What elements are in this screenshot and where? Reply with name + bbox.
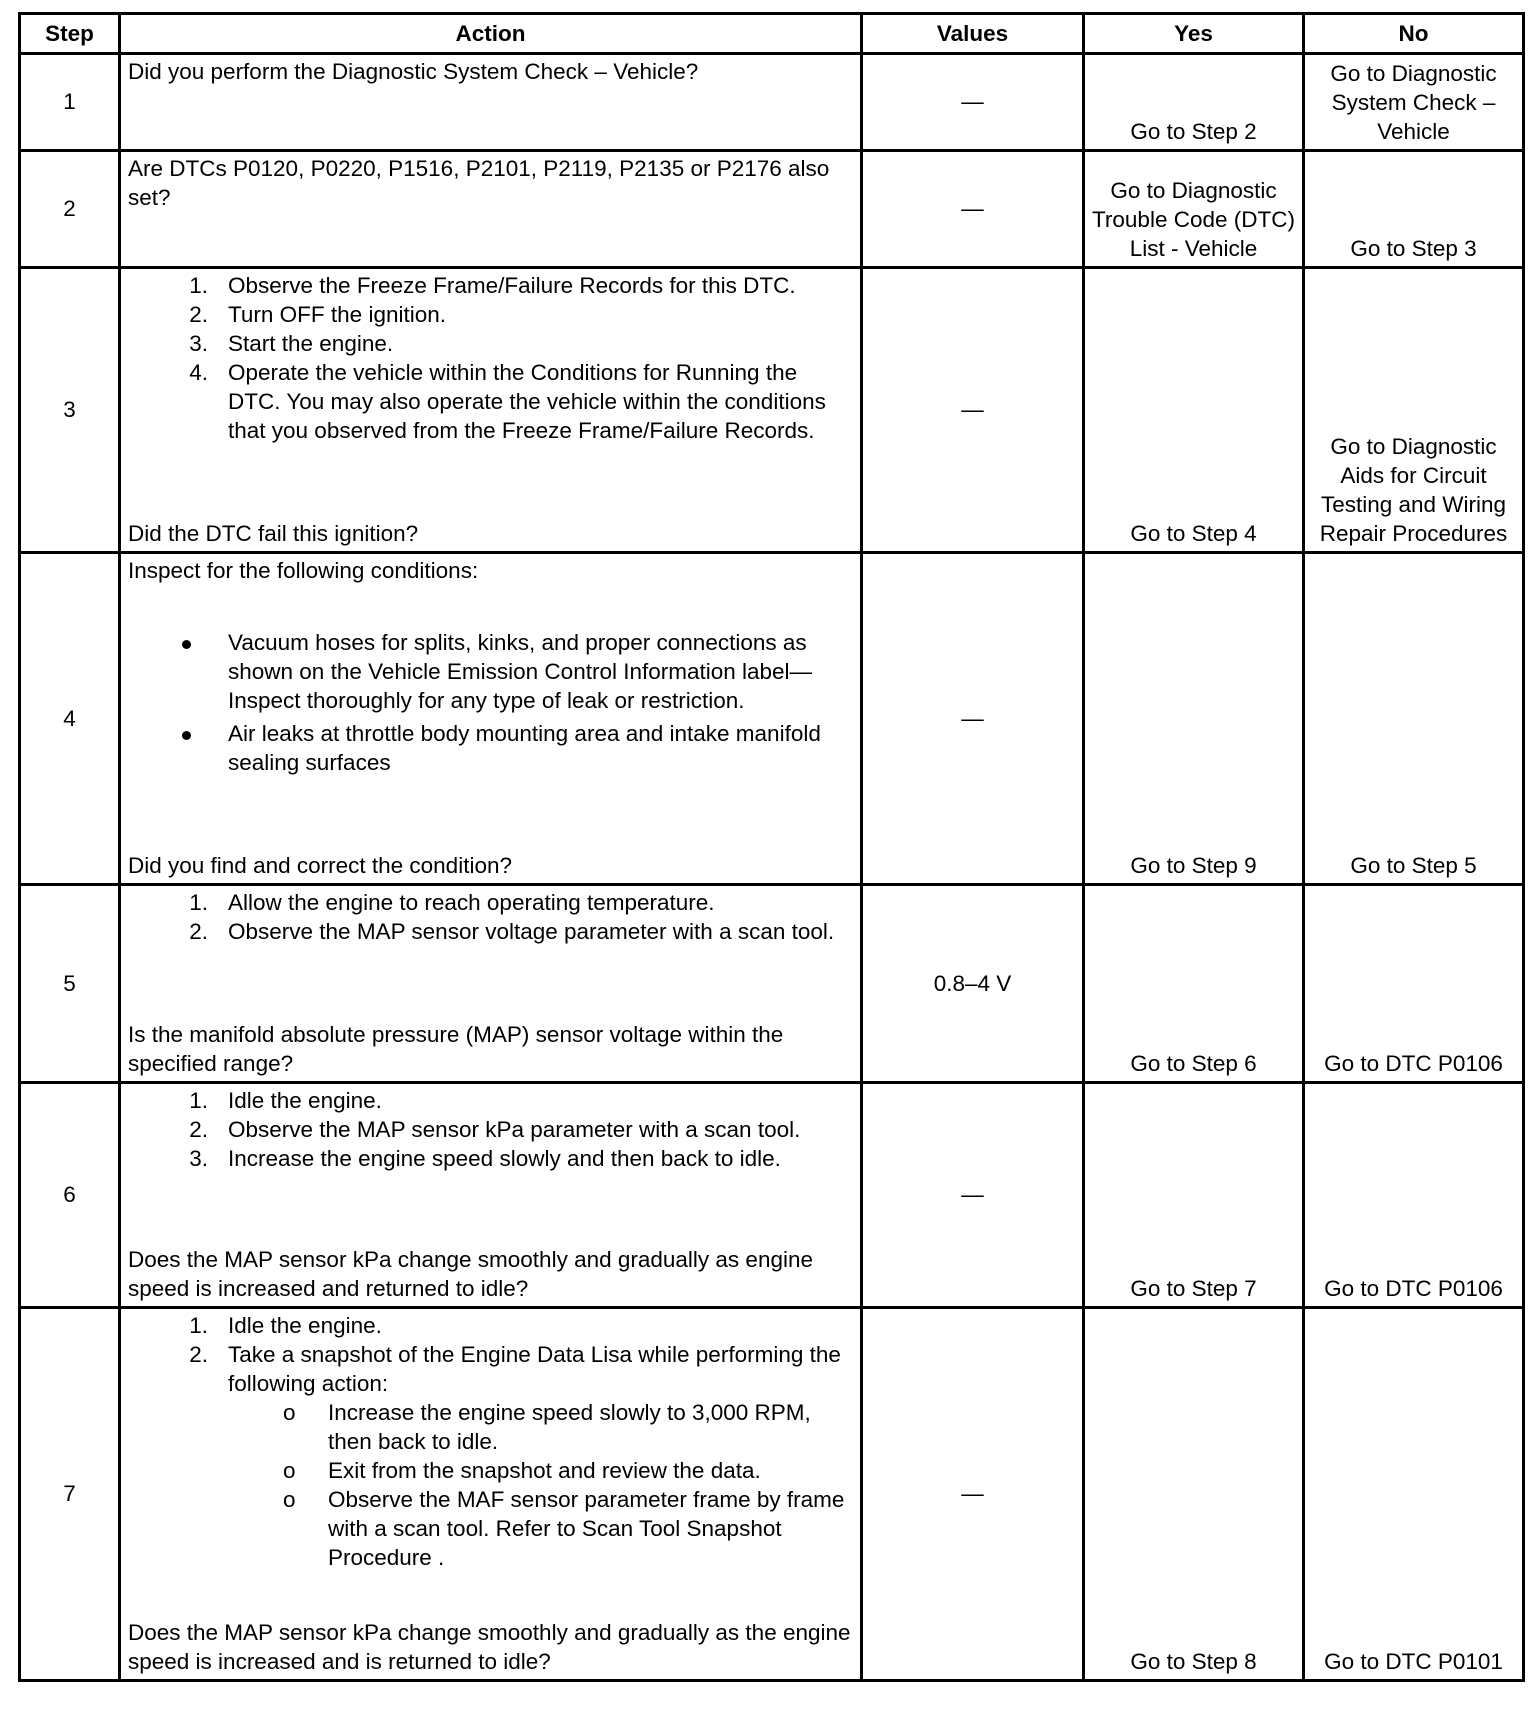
header-step: Step: [20, 14, 120, 54]
table-row: [20, 885, 1524, 1083]
list-item: 4. Operate the vehicle within the Conditions for Running the DTC. You may also operate the vehicle within the conditions that you observed from the Freeze Frame/Failure Records.: [189, 360, 826, 443]
no-cell: Go to DTC P0106: [1304, 885, 1524, 1083]
list-item: 1. Idle the engine.: [189, 1313, 382, 1338]
no-cell: Go to DTC P0106: [1304, 1083, 1524, 1308]
list-item: Vacuum hoses for splits, kinks, and proper connections as shown on the Vehicle Emission Control Information label—Inspect thoroughly for any type of leak or restriction.: [128, 628, 853, 715]
action-question: Does the MAP sensor kPa change smoothly and gradually as engine speed is increased and returned to idle?: [128, 1247, 813, 1301]
no-cell: Go to Step 3: [1304, 151, 1524, 268]
table-row: [20, 268, 1524, 553]
yes-cell: Go to Step 7: [1084, 1083, 1304, 1308]
numbered-list: [128, 1311, 853, 1398]
step-number: 7: [20, 1308, 120, 1681]
list-item: Air leaks at throttle body mounting area and intake manifold sealing surfaces: [128, 719, 853, 777]
list-item: 3. Increase the engine speed slowly and then back to idle.: [189, 1146, 781, 1171]
list-item: 3. Start the engine.: [189, 331, 394, 356]
action-cell: [120, 151, 862, 268]
header-action: Action: [120, 14, 862, 54]
yes-cell: Go to Step 6: [1084, 885, 1304, 1083]
action-question: Did the DTC fail this ignition?: [128, 521, 419, 546]
value-cell: —: [862, 54, 1084, 151]
diagnostic-table: [18, 12, 1525, 1682]
header-yes: Yes: [1084, 14, 1304, 54]
header-row: [20, 14, 1524, 54]
action-text: Are DTCs P0120, P0220, P1516, P2101, P2119, P2135 or P2176 also set?: [128, 156, 830, 210]
value-cell: —: [862, 1308, 1084, 1681]
action-question: Is the manifold absolute pressure (MAP) sensor voltage within the specified range?: [128, 1022, 784, 1076]
numbered-list: [128, 1086, 853, 1173]
list-item: 1. Idle the engine.: [189, 1088, 382, 1113]
no-cell: Go to Diagnostic Aids for Circuit Testing and Wiring Repair Procedures: [1304, 268, 1524, 553]
yes-cell: Go to Step 9: [1084, 553, 1304, 885]
list-item: 2. Observe the MAP sensor voltage parameter with a scan tool.: [189, 919, 835, 944]
action-cell: [120, 268, 862, 553]
bullet-list: [128, 628, 853, 781]
table-row: [20, 1083, 1524, 1308]
step-number: 5: [20, 885, 120, 1083]
numbered-list: [128, 888, 853, 946]
yes-cell: Go to Step 4: [1084, 268, 1304, 553]
step-number: 2: [20, 151, 120, 268]
no-cell: Go to Step 5: [1304, 553, 1524, 885]
step-number: 1: [20, 54, 120, 151]
yes-cell: Go to Step 2: [1084, 54, 1304, 151]
step-number: 3: [20, 268, 120, 553]
action-cell: [120, 553, 862, 885]
header-no: No: [1304, 14, 1524, 54]
action-text: Did you perform the Diagnostic System Check – Vehicle?: [128, 59, 699, 84]
value-cell: —: [862, 268, 1084, 553]
value-cell: —: [862, 151, 1084, 268]
action-text: Inspect for the following conditions:: [128, 558, 479, 583]
action-cell: [120, 1308, 862, 1681]
action-cell: [120, 885, 862, 1083]
table-row: [20, 1308, 1524, 1681]
list-item: 2. Turn OFF the ignition.: [189, 302, 447, 327]
list-item: 1. Allow the engine to reach operating temperature.: [189, 890, 715, 915]
list-item: 1. Observe the Freeze Frame/Failure Records for this DTC.: [189, 273, 796, 298]
action-cell: [120, 1083, 862, 1308]
action-cell: [120, 54, 862, 151]
table-row: [20, 151, 1524, 268]
list-item: 2. Take a snapshot of the Engine Data Lisa while performing the following action:: [189, 1342, 841, 1396]
yes-cell: Go to Step 8: [1084, 1308, 1304, 1681]
step-number: 4: [20, 553, 120, 885]
action-question: Does the MAP sensor kPa change smoothly and gradually as the engine speed is increased and is returned to idle?: [128, 1620, 851, 1674]
value-cell: —: [862, 1083, 1084, 1308]
value-cell: —: [862, 553, 1084, 885]
step-number: 6: [20, 1083, 120, 1308]
action-question: Did you find and correct the condition?: [128, 853, 512, 878]
no-cell: Go to DTC P0101: [1304, 1308, 1524, 1681]
numbered-list: [128, 271, 853, 445]
list-item: o Observe the MAF sensor parameter frame by frame with a scan tool. Refer to Scan Tool Snapshot Procedure .: [283, 1487, 845, 1570]
value-cell: 0.8–4 V: [862, 885, 1084, 1083]
no-cell: Go to Diagnostic System Check – Vehicle: [1304, 54, 1524, 151]
list-item: o Exit from the snapshot and review the data.: [283, 1458, 761, 1483]
list-item: 2. Observe the MAP sensor kPa parameter with a scan tool.: [189, 1117, 801, 1142]
list-item: o Increase the engine speed slowly to 3,000 RPM, then back to idle.: [283, 1400, 811, 1454]
table-row: [20, 54, 1524, 151]
header-values: Values: [862, 14, 1084, 54]
table-row: [20, 553, 1524, 885]
sub-list: [128, 1398, 853, 1572]
yes-cell: Go to Diagnostic Trouble Code (DTC) List - Vehicle: [1084, 151, 1304, 268]
